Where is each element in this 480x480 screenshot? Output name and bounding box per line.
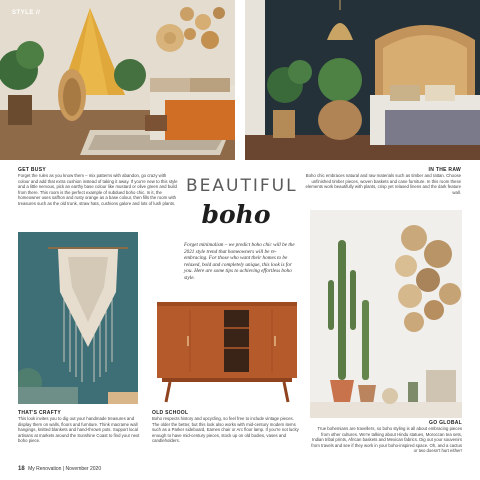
magazine-name: My Renovation bbox=[28, 466, 62, 472]
get-busy-text: Forget the rules as you know them – mix patterns with abandon, go crazy with colour and add that extra cushion instead of taking it away. If you're new to this style and a little nervous, pick an earthy base colour like mustard or olive green and build from there. This room is the perfect example of subdued boho chic. In it, the homeowner uses saffron and rusty orange as a base colour, then fills the room with treasures such as the old trunk, straw hats, cushions galore and lots of lush plants. bbox=[18, 173, 178, 206]
page-number: 18 bbox=[18, 466, 25, 472]
macrame-illustration bbox=[18, 232, 138, 404]
in-the-raw-text: Boho chic embraces natural and raw materials such as timber and rattan. Choose unfinished timber pieces, woven baskets and cane furniture. In this room these elements work beautifully with plants, crisp yet relaxed linens and the dark feature wall. bbox=[305, 173, 461, 195]
page-footer bbox=[18, 466, 101, 472]
bedroom-photo bbox=[0, 0, 235, 160]
sideboard-illustration bbox=[152, 298, 302, 406]
get-busy-heading: GET BUSY bbox=[18, 167, 46, 173]
rattan-bed-photo bbox=[245, 0, 480, 160]
thats-crafty-heading: THAT'S CRAFTY bbox=[18, 410, 62, 416]
intro-text: Forget minimalism – we predict boho chic will be the 2021 style trend that homeowners will be re-embracing. For those who want their homes to be relaxed, bold and completely unique, this look is for you. Here are some tips to achieving effortless boho style. bbox=[184, 242, 295, 281]
rattan-bed-illustration bbox=[245, 0, 480, 160]
sideboard-photo bbox=[152, 298, 302, 406]
bedroom-illustration bbox=[0, 0, 235, 160]
old-school-text: Boho respects history and upcycling, so feel free to include vintage pieces. The older the better, but this look also works with mid-century modern items such as a Parker sideboard, Eames chair or Arc floor lamp. If you're not lucky enough to have mid-century pieces, stock up on old bodies, vases and candleholders. bbox=[152, 416, 299, 444]
in-the-raw-heading: IN THE RAW bbox=[428, 167, 461, 173]
old-school-heading: OLD SCHOOL bbox=[152, 410, 189, 416]
plants-baskets-photo bbox=[310, 210, 462, 418]
macrame-photo bbox=[18, 232, 138, 404]
go-global-heading: GO GLOBAL bbox=[429, 420, 462, 426]
issue-date: November 2020 bbox=[65, 466, 102, 472]
footer-separator: | bbox=[62, 466, 65, 472]
section-header: STYLE // bbox=[12, 10, 41, 16]
thats-crafty-text: This look invites you to dig out your handmade treasures and display them on walls, floors and furniture. Think macrame wall hangings, knitted blankets and hand-thrown pots. Support local artisans at markets around the Sunshine Coast to find your next boho piece. bbox=[18, 416, 140, 444]
title-beautiful: BEAUTIFUL bbox=[186, 176, 298, 196]
go-global-text: True bohemians are travellers, so boho styling is all about embracing pieces from other cultures. We're talking about Hindu statues, Moroccan tea sets, Indian tribal prints, African baskets and Mexican fabrics. Dig out your souvenirs from travels and see if they work in your boho-inspired space. Oh, and a cactus or two doesn't hurt either! bbox=[311, 426, 462, 454]
title-boho: boho bbox=[201, 200, 271, 229]
plants-baskets-illustration bbox=[310, 210, 462, 418]
